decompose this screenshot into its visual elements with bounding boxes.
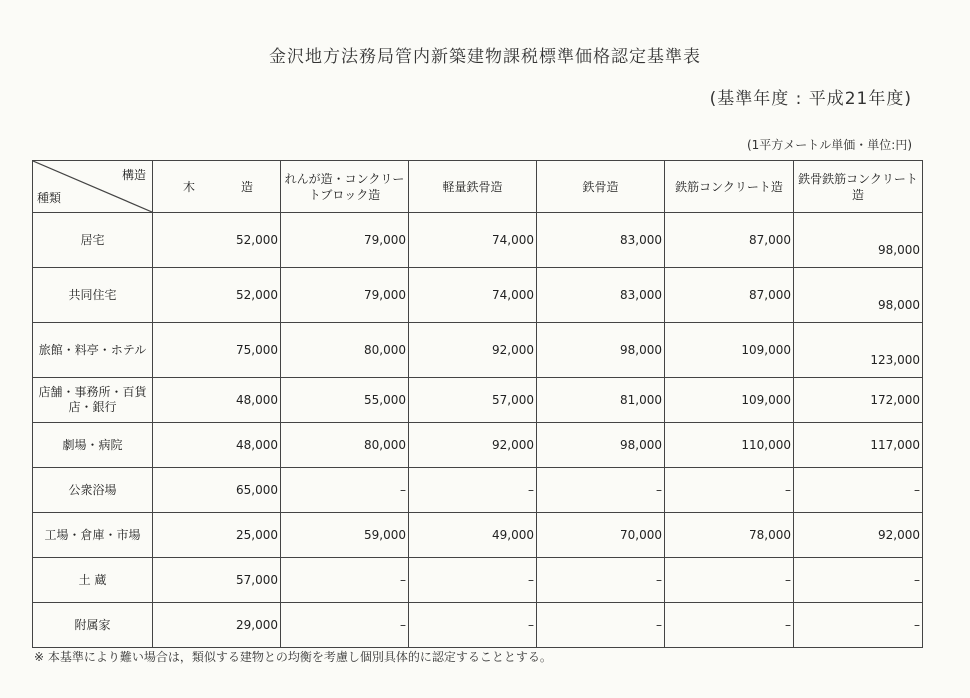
structure-label: 構造: [121, 168, 146, 182]
cell-value: 98,000: [537, 323, 665, 378]
cell-value: 70,000: [537, 513, 665, 558]
cell-value: 92,000: [794, 513, 923, 558]
cell-value: 80,000: [281, 323, 409, 378]
cell-value: –: [665, 603, 794, 648]
row-label: 公衆浴場: [33, 468, 153, 513]
table-row: [33, 558, 923, 603]
cell-value: 87,000: [665, 268, 794, 323]
cell-value: 109,000: [665, 378, 794, 423]
cell-value: –: [409, 468, 537, 513]
cell-value: –: [281, 558, 409, 603]
table-row: [33, 513, 923, 558]
cell-value: 48,000: [153, 378, 281, 423]
cell-value: 52,000: [153, 268, 281, 323]
row-label: 附属家: [33, 603, 153, 648]
cell-value: 65,000: [153, 468, 281, 513]
cell-value: 29,000: [153, 603, 281, 648]
table-row: [33, 213, 923, 268]
table-row: [33, 603, 923, 648]
table-row: [33, 378, 923, 423]
header-brick: れんが造・コンクリートブロック造: [281, 161, 409, 213]
footnote: ※ 本基準により難い場合は，類似する建物との均衡を考慮し個別具体的に認定することとする。: [34, 650, 552, 664]
cell-value: 98,000: [537, 423, 665, 468]
cell-value: –: [281, 603, 409, 648]
cell-value: 87,000: [665, 213, 794, 268]
table-row: [33, 268, 923, 323]
cell-value: 59,000: [281, 513, 409, 558]
cell-value: 48,000: [153, 423, 281, 468]
header-steel: 鉄骨造: [537, 161, 665, 213]
cell-value: 25,000: [153, 513, 281, 558]
header-wood: [153, 161, 281, 213]
cell-value: –: [537, 558, 665, 603]
cell-value: –: [537, 603, 665, 648]
cell-value: 109,000: [665, 323, 794, 378]
cell-value: 81,000: [537, 378, 665, 423]
row-label: 土 蔵: [33, 558, 153, 603]
cell-value: 57,000: [409, 378, 537, 423]
row-label: 旅館・料亭・ホテル: [33, 323, 153, 378]
cell-value: 98,000: [794, 213, 923, 268]
cell-value: 110,000: [665, 423, 794, 468]
row-label: 工場・倉庫・市場: [33, 513, 153, 558]
header-src: 鉄骨鉄筋コンクリート造: [794, 161, 923, 213]
cell-value: 75,000: [153, 323, 281, 378]
cell-value: –: [794, 468, 923, 513]
cell-value: 74,000: [409, 213, 537, 268]
fiscal-year-label: (基準年度 : 平成21年度): [709, 89, 912, 109]
cell-value: 57,000: [153, 558, 281, 603]
cell-value: 55,000: [281, 378, 409, 423]
cell-value: 49,000: [409, 513, 537, 558]
cell-value: 123,000: [794, 323, 923, 378]
cell-value: 92,000: [409, 323, 537, 378]
header-wood-part1: 木: [183, 180, 196, 194]
cell-value: 79,000: [281, 268, 409, 323]
cell-value: –: [409, 603, 537, 648]
cell-value: 78,000: [665, 513, 794, 558]
header-light-steel: 軽量鉄骨造: [409, 161, 537, 213]
cell-value: 92,000: [409, 423, 537, 468]
cell-value: 83,000: [537, 268, 665, 323]
row-label: 劇場・病院: [33, 423, 153, 468]
cell-value: 74,000: [409, 268, 537, 323]
row-label: 共同住宅: [33, 268, 153, 323]
cell-value: 172,000: [794, 378, 923, 423]
cell-value: 79,000: [281, 213, 409, 268]
document-title: 金沢地方法務局管内新築建物課税標準価格認定基準表: [269, 47, 701, 67]
table-row: [33, 423, 923, 468]
cell-value: –: [409, 558, 537, 603]
header-wood-part2: 造: [241, 180, 254, 194]
row-label: 店舗・事務所・百貨店・銀行: [33, 378, 153, 423]
row-label: 居宅: [33, 213, 153, 268]
cell-value: 117,000: [794, 423, 923, 468]
cell-value: 98,000: [794, 268, 923, 323]
cell-value: –: [537, 468, 665, 513]
header-rc: 鉄筋コンクリート造: [665, 161, 794, 213]
cell-value: –: [665, 558, 794, 603]
unit-note: (1平方メートル単価・単位:円): [746, 138, 912, 152]
corner-header-cell: [33, 161, 153, 213]
cell-value: –: [794, 603, 923, 648]
type-label: 種類: [37, 191, 62, 205]
price-table: [32, 160, 923, 648]
table-row: [33, 468, 923, 513]
cell-value: 83,000: [537, 213, 665, 268]
table-header-row: [33, 161, 923, 213]
cell-value: 52,000: [153, 213, 281, 268]
cell-value: 80,000: [281, 423, 409, 468]
cell-value: –: [281, 468, 409, 513]
cell-value: –: [665, 468, 794, 513]
table-row: [33, 323, 923, 378]
cell-value: –: [794, 558, 923, 603]
